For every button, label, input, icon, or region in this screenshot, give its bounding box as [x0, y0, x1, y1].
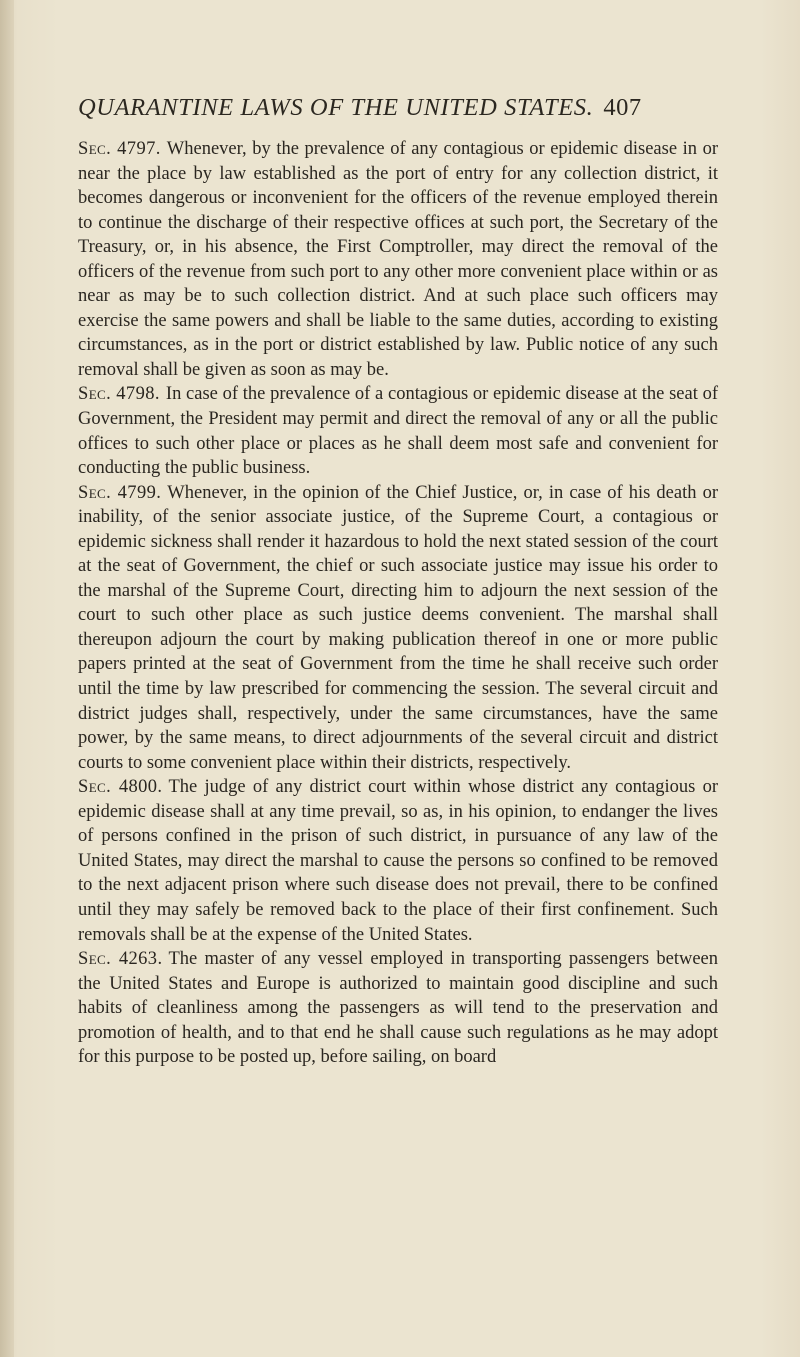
- page-gutter-shadow: [0, 0, 14, 1357]
- section-number: 4797.: [117, 139, 161, 159]
- section-label: Sec. 4798.: [78, 384, 160, 405]
- section-4799: [78, 481, 718, 776]
- section-4798: [78, 382, 718, 480]
- running-head: [78, 94, 718, 134]
- section-label: Sec. 4799.: [78, 482, 162, 503]
- section-number: 4800.: [118, 777, 163, 798]
- body-text: [78, 137, 718, 1070]
- section-label: Sec. 4797.: [78, 139, 161, 159]
- section-label: Sec. 4263.: [78, 949, 163, 970]
- section-number: 4798.: [116, 384, 160, 405]
- section-text: The master of any vessel employed in transporting passengers between the United States and Europe is authorized to maintain good discipline and such habits of cleanliness among the passengers as will tend to the preservation and promotion of health, and to that end he shall cause such regulations as he may adopt for this purpose to be posted up, before sailing, on board: [78, 949, 718, 1068]
- section-text: The judge of any district court within whose district any contagious or epidemic disease shall at any time prevail, so as, in his opinion, to endanger the lives of persons confined in the prison of such district, in pursuance of any law of the United States, may direct the marshal to cause the persons so confined to be removed to the next adjacent prison where such disease does not prevail, there to be confined until they may safely be removed back to the place of their first confinement. Such removals shall be at the expense of the United States.: [78, 777, 718, 945]
- section-label: Sec. 4800.: [78, 777, 163, 798]
- section-4800: [78, 775, 718, 947]
- section-text: In case of the prevalence of a contagious or epidemic disease at the seat of Government, the President may permit and direct the removal of any or all the public offices to such other place or places as he shall deem most safe and convenient for conducting the public business.: [78, 384, 718, 479]
- section-text: Whenever, by the prevalence of any contagious or epidemic disease in or near the place by law established as the port of entry for any collection district, it becomes dangerous or inconvenient for the officers of the revenue employed therein to continue the discharge of their respective offices at such port, the Secretary of the Treasury, or, in his absence, the First Comptroller, may direct the removal of the officers of the revenue from such port to any other more convenient place within or as near as may be to such collection district. And at such place such officers may exercise the same powers and shall be liable to the same duties, according to existing circumstances, as in the port or district established by law. Public notice of any such removal shall be given as soon as may be.: [78, 139, 719, 380]
- section-text: Whenever, in the opinion of the Chief Justice, or, in case of his death or inability, of the senior associate justice, of the Supreme Court, a contagious or epidemic sickness shall render it hazardous to hold the next stated session of the court at the seat of Government, the chief or such associate justice may issue his order to the marshal of the Supreme Court, directing him to adjourn the next session of the court to such other place as such justice deems convenient. The marshal shall thereupon adjourn the court by making publication thereof in one or more public papers printed at the seat of Government from the time he shall receive such order until the time by law prescribed for commencing the session. The several circuit and district judges shall, respectively, under the same circumstances, have the same power, by the same means, to direct adjournments of the several circuit and district courts to some convenient place within their districts, respectively.: [78, 482, 718, 773]
- section-number: 4263.: [118, 949, 163, 970]
- page-number: 407: [603, 94, 642, 121]
- section-4797: [78, 137, 718, 382]
- section-number: 4799.: [117, 482, 162, 503]
- section-4263: [78, 947, 718, 1070]
- page-title: QUARANTINE LAWS OF THE UNITED STATES.: [78, 94, 594, 121]
